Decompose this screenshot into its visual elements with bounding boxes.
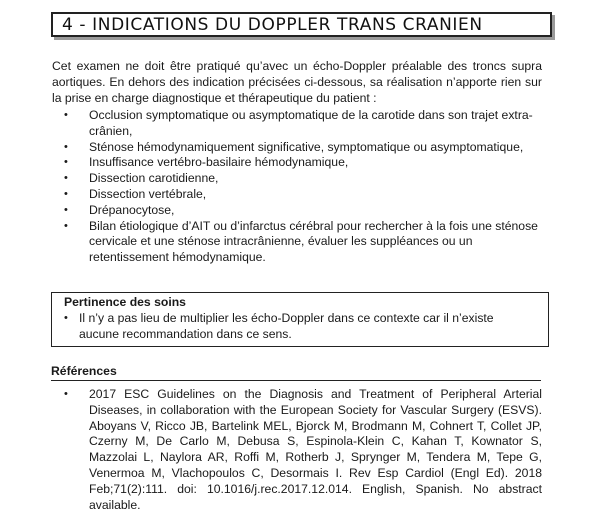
list-item	[52, 140, 542, 156]
list-item-text: Dissection carotidienne,	[89, 171, 219, 186]
references-heading: Références	[51, 363, 541, 381]
bullet-icon: •	[64, 156, 68, 169]
list-item	[52, 171, 542, 187]
list-item	[52, 219, 542, 266]
bullet-icon: •	[64, 219, 68, 232]
list-item-text: Drépanocytose,	[89, 202, 175, 217]
list-item-text: Dissection vertébrale,	[89, 186, 207, 201]
pertinence-box	[51, 292, 549, 347]
list-item	[52, 187, 542, 203]
intro-paragraph: Cet examen ne doit être pratiqué qu’avec un écho-Doppler préalable des troncs supra aortiques. En dehors des indication précisées ci-dessous, sa réalisation n’apporte rien sur la prise en charge diagnostique et thérapeutique du patient :	[52, 59, 542, 105]
bullet-icon: •	[64, 388, 68, 400]
list-item	[52, 203, 542, 219]
list-item-text: Occlusion symptomatique ou asymptomatique de la carotide dans son trajet extra-crânien,	[89, 108, 533, 138]
pertinence-item-text: Il n’y a pas lieu de multiplier les écho-Doppler dans ce contexte car il n’existe aucune recommandation dans ce sens.	[79, 310, 494, 341]
list-item-text: Bilan étiologique d’AIT ou d’infarctus cérébral pour rechercher à la fois une sténose cervicale et une sténose intracrânienne, évaluer les suppléances ou un retentissement hémodynamique.	[89, 218, 538, 265]
bullet-icon: •	[64, 203, 68, 216]
list-item	[52, 108, 542, 140]
section-title: 4 - INDICATIONS DU DOPPLER TRANS CRANIEN	[62, 15, 483, 35]
reference-text: 2017 ESC Guidelines on the Diagnosis and Treatment of Peripheral Arterial Diseases, in collaboration with the European Society for Vascular Surgery (ESVS). Aboyans V, Ricco JB, Bartelink MEL, Bjorck M, Brodmann M, Cohnert T, Collet JP, Czerny M, De Carlo M, Debusa S, Espinola-Klein C, Kahan T, Kownator S, Mazzolai L, Naylora AR, Roffi M, Rotherb J, Sprynger M, Tendera M, Tepe G, Venermoa M, Vlachopoulos C, Desormais I. Rev Esp Cardiol (Engl Ed). 2018 Feb;71(2):111. doi: 10.1016/j.rec.2017.12.014. English, Spanish. No abstract available.	[89, 387, 542, 512]
pertinence-heading: Pertinence des soins	[64, 295, 186, 309]
reference-item	[52, 387, 542, 513]
bullet-icon: •	[64, 172, 68, 185]
indications-list	[52, 108, 542, 266]
bullet-icon: •	[64, 187, 68, 200]
list-item-text: Sténose hémodynamiquement significative, symptomatique ou asymptomatique,	[89, 139, 524, 154]
list-item-text: Insuffisance vertébro-basilaire hémodynamique,	[89, 155, 349, 170]
bullet-icon: •	[64, 311, 68, 324]
section-title-box	[51, 12, 552, 37]
pertinence-item	[64, 311, 536, 343]
bullet-icon: •	[64, 140, 68, 153]
list-item	[52, 155, 542, 171]
bullet-icon: •	[64, 109, 68, 121]
